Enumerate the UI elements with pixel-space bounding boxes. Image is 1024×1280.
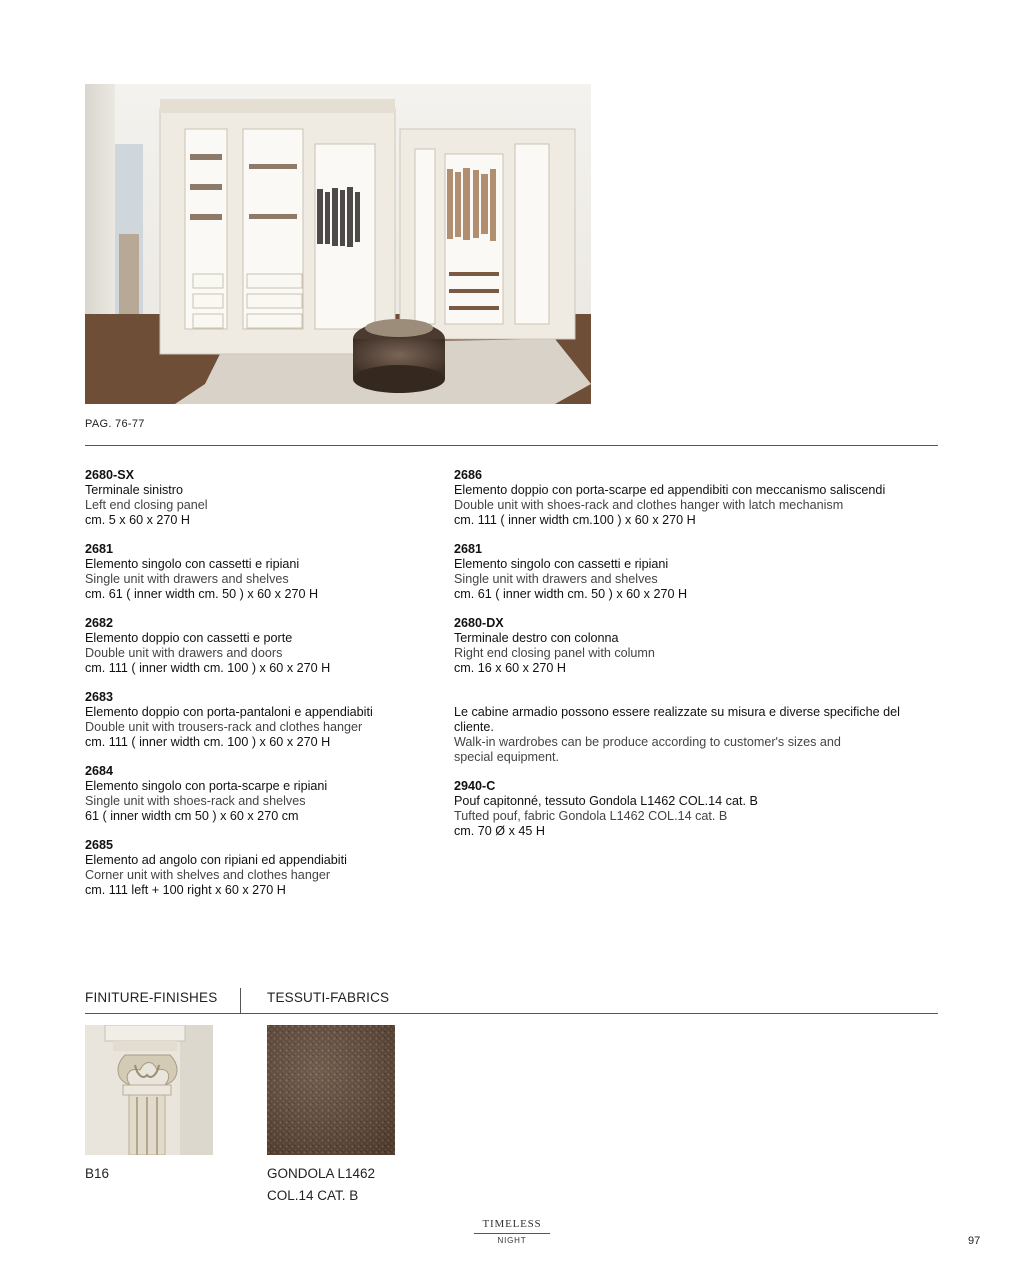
product-desc-it: Terminale sinistro [85, 483, 183, 497]
product-desc-it: Elemento doppio con cassetti e porte [85, 631, 293, 645]
product-desc-it: Elemento doppio con porta-pantaloni e appendiabiti [85, 705, 373, 719]
page-reference: PAG. 76-77 [85, 418, 145, 430]
product-dimensions: cm. 70 Ø x 45 H [454, 824, 545, 838]
product-desc-it: Elemento doppio con porta-scarpe ed appendibiti con meccanismo saliscendi [454, 483, 886, 497]
fabric-color: COL.14 CAT. B [267, 1188, 359, 1203]
product-dimensions: cm. 111 ( inner width cm. 100 ) x 60 x 270 H [85, 735, 331, 749]
brand-underline [474, 1233, 550, 1234]
custom-sizes-note [454, 705, 934, 765]
product-desc-it: Elemento singolo con porta-scarpe e ripiani [85, 779, 328, 793]
product-desc-en: Tufted pouf, fabric Gondola L1462 COL.14 cat. B [454, 809, 728, 823]
product-code: 2681 [454, 542, 483, 556]
fabric-label [267, 1163, 375, 1207]
product-item [454, 616, 934, 676]
section-separator [240, 988, 241, 1014]
product-desc-it: Elemento ad angolo con ripiani ed appendiabiti [85, 853, 347, 867]
product-desc-it: Elemento singolo con cassetti e ripiani [454, 557, 669, 571]
brand-logo [474, 1218, 550, 1245]
finish-swatch-b16 [85, 1025, 213, 1155]
product-code: 2682 [85, 616, 114, 630]
product-code: 2683 [85, 690, 114, 704]
product-desc-en: Single unit with shoes-rack and shelves [85, 794, 306, 808]
product-item [454, 468, 934, 528]
note-it: Le cabine armadio possono essere realizzate su misura e diverse specifiche del cliente. [454, 705, 900, 734]
product-item [454, 779, 934, 839]
product-code: 2685 [85, 838, 114, 852]
product-dimensions: cm. 61 ( inner width cm. 50 ) x 60 x 270 H [85, 587, 319, 601]
product-desc-en: Right end closing panel with column [454, 646, 655, 660]
product-code: 2680-DX [454, 616, 504, 630]
fabrics-title: TESSUTI-FABRICS [267, 990, 390, 1005]
finish-code: B16 [85, 1166, 110, 1181]
product-dimensions: cm. 111 left + 100 right x 60 x 270 H [85, 883, 286, 897]
product-desc-it: Elemento singolo con cassetti e ripiani [85, 557, 300, 571]
product-desc-en: Single unit with drawers and shelves [85, 572, 289, 586]
product-code: 2680-SX [85, 468, 135, 482]
product-desc-en: Single unit with drawers and shelves [454, 572, 658, 586]
product-dimensions: 61 ( inner width cm 50 ) x 60 x 270 cm [85, 809, 299, 823]
product-desc-en: Left end closing panel [85, 498, 208, 512]
finish-label [85, 1163, 109, 1185]
finishes-title: FINITURE-FINISHES [85, 990, 218, 1005]
fabric-name: GONDOLA L1462 [267, 1166, 376, 1181]
product-desc-en: Double unit with trousers-rack and clothes hanger [85, 720, 363, 734]
product-desc-en: Double unit with drawers and doors [85, 646, 283, 660]
right-product-column [454, 468, 934, 853]
product-dimensions: cm. 5 x 60 x 270 H [85, 513, 190, 527]
product-dimensions: cm. 111 ( inner width cm. 100 ) x 60 x 270 H [85, 661, 331, 675]
page-number: 97 [968, 1235, 981, 1247]
product-code: 2684 [85, 764, 114, 778]
product-dimensions: cm. 61 ( inner width cm. 50 ) x 60 x 270 H [454, 587, 688, 601]
walk-in-wardrobe-photo [85, 84, 591, 404]
fabric-swatch-gondola [267, 1025, 395, 1155]
product-code: 2686 [454, 468, 483, 482]
product-code: 2940-C [454, 779, 496, 793]
product-dimensions: cm. 111 ( inner width cm.100 ) x 60 x 270 H [454, 513, 696, 527]
product-code: 2681 [85, 542, 114, 556]
product-desc-en: Double unit with shoes-rack and clothes hanger with latch mechanism [454, 498, 844, 512]
product-dimensions: cm. 16 x 60 x 270 H [454, 661, 566, 675]
top-divider [85, 445, 938, 446]
note-en: Walk-in wardrobes can be produce according to customer's sizes and special equipment. [454, 735, 841, 764]
finishes-divider [85, 1013, 938, 1014]
product-desc-en: Corner unit with shelves and clothes hanger [85, 868, 331, 882]
product-desc-it: Terminale destro con colonna [454, 631, 619, 645]
product-item [454, 542, 934, 602]
product-desc-it: Pouf capitonné, tessuto Gondola L1462 COL.14 cat. B [454, 794, 758, 808]
brand-name: TIMELESS [482, 1218, 542, 1230]
brand-collection: NIGHT [497, 1236, 527, 1245]
